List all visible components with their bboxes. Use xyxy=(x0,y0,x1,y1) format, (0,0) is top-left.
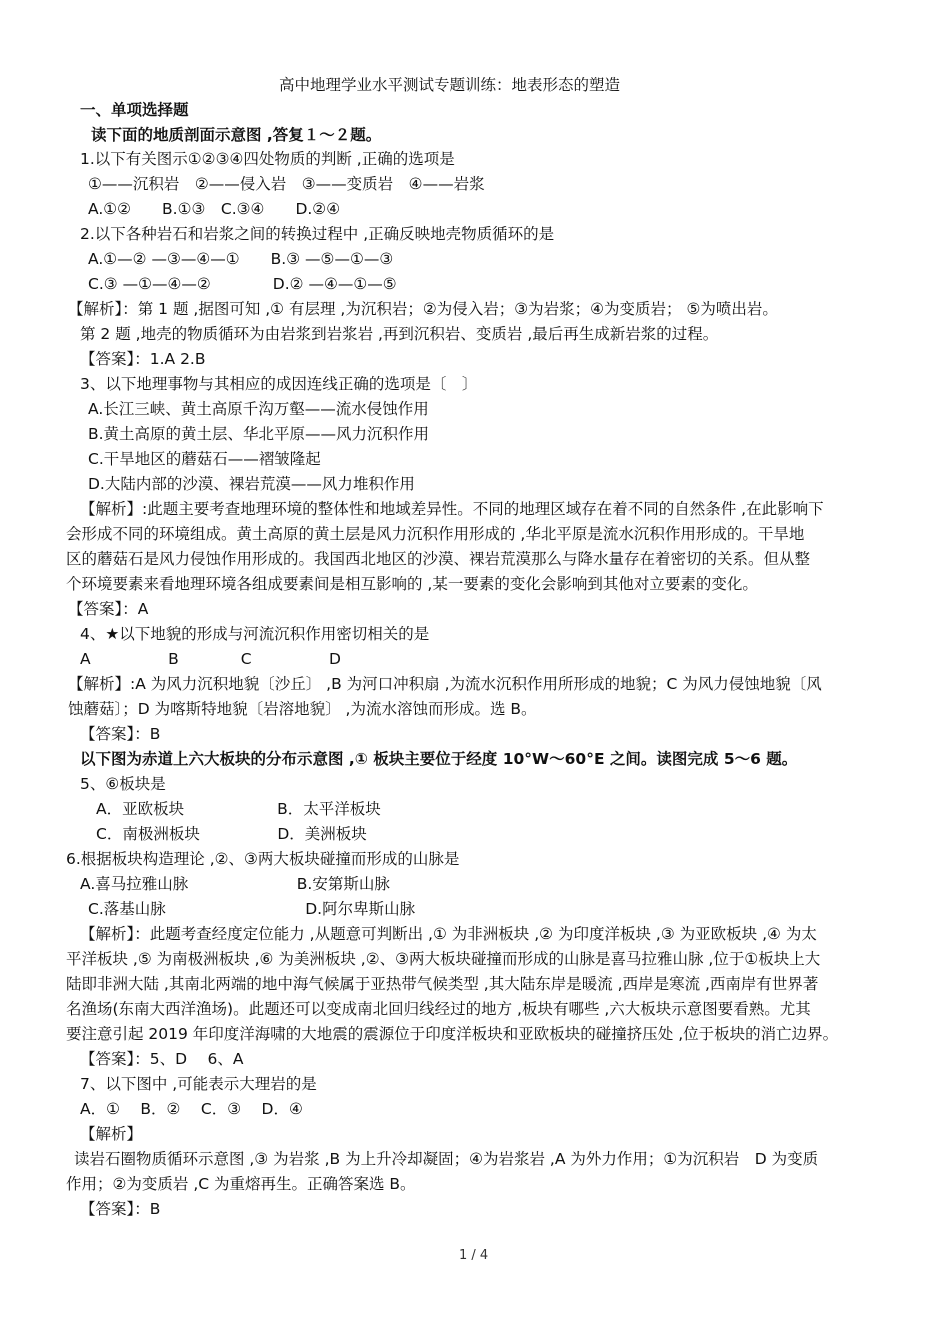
answer-options: A.①—② —③—④—① B.③ —⑤—①—③ xyxy=(88,250,394,268)
explanation-text: 个环境要素来看地理环境各组成要素间是相互影响的 ,某一要素的变化会影响到其他对立要素的变化。 xyxy=(66,575,758,593)
answer-text: 【答案】：1.A 2.B xyxy=(80,350,206,368)
question-text: 3、以下地理事物与其相应的成因连线正确的选项是〔 〕 xyxy=(80,375,478,393)
reading-prompt: 以下图为赤道上六大板块的分布示意图 ,① 板块主要位于经度 10°W～60°E 之间。读图完成 5～6 题。 xyxy=(80,750,798,768)
explanation-text: 区的蘑菇石是风力侵蚀作用形成的。我国西北地区的沙漠、裸岩荒漠那么与降水量存在着密切的关系。但从整 xyxy=(66,550,811,568)
answer-text: 【答案】：B xyxy=(80,725,161,743)
explanation-text: 作用；②为变质岩 ,C 为重熔再生。正确答案选 B。 xyxy=(66,1175,416,1193)
answer-options: A．① B．② C．③ D．④ xyxy=(80,1100,303,1118)
section-heading: 一、单项选择题 xyxy=(80,101,189,119)
explanation-text: 会形成不同的环境组成。黄土高原的黄土层是风力沉积作用形成的 ,华北平原是流水沉积作用形成的。干旱地 xyxy=(66,525,805,543)
page-number: 1 / 4 xyxy=(459,1248,489,1263)
answer-text: 【答案】：5、D 6、A xyxy=(80,1050,244,1068)
answer-option: C.干旱地区的蘑菇石——褶皱隆起 xyxy=(88,450,321,468)
reading-prompt: 读下面的地质剖面示意图 ,答复１～２题。 xyxy=(91,126,382,144)
answer-options: A.①② B.①③ C.③④ D.②④ xyxy=(88,200,341,218)
explanation-text: 读岩石圈物质循环示意图 ,③ 为岩浆 ,B 为上升冷却凝固；④为岩浆岩 ,A 为外力作用；①为沉积岩 D 为变质 xyxy=(74,1150,819,1168)
explanation-text: 【解析】：此题考查经度定位能力 ,从题意可判断出 ,① 为非洲板块 ,② 为印度洋板块 ,③ 为亚欧板块 ,④ 为太 xyxy=(80,925,817,943)
answer-option: D.大陆内部的沙漠、裸岩荒漠——风力堆积作用 xyxy=(88,475,415,493)
answer-options: A B C D xyxy=(80,650,341,668)
answer-text: 【答案】：A xyxy=(68,600,149,618)
answer-options: C.落基山脉 D.阿尔卑斯山脉 xyxy=(88,900,416,918)
answer-options: A.喜马拉雅山脉 B.安第斯山脉 xyxy=(80,875,390,893)
explanation-text: 【解析】:A 为风力沉积地貌〔沙丘〕 ,B 为河口冲积扇 ,为流水沉积作用所形成的地貌；C 为风力侵蚀地貌〔风 xyxy=(68,675,822,693)
question-text: 7、以下图中 ,可能表示大理岩的是 xyxy=(80,1075,317,1093)
explanation-text: 第 2 题 ,地壳的物质循环为由岩浆到岩浆岩 ,再到沉积岩、变质岩 ,最后再生成新岩浆的过程。 xyxy=(80,325,719,343)
explanation-text: 要注意引起 2019 年印度洋海啸的大地震的震源位于印度洋板块和亚欧板块的碰撞挤压处 ,位于板块的消亡边界。 xyxy=(66,1025,839,1043)
answer-options: C．南极洲板块 D．美洲板块 xyxy=(96,825,367,843)
explanation-text: 平洋板块 ,⑤ 为南极洲板块 ,⑥ 为美洲板块 ,②、③两大板块碰撞而形成的山脉是喜马拉雅山脉 ,位于①板块上大 xyxy=(66,950,821,968)
question-text: 5、⑥板块是 xyxy=(80,775,166,793)
answer-option: A.长江三峡、黄土高原千沟万壑——流水侵蚀作用 xyxy=(88,400,429,418)
explanation-text: 【解析】:此题主要考查地理环境的整体性和地域差异性。不同的地理区域存在着不同的自然条件 ,在此影响下 xyxy=(80,500,824,518)
answer-options: C.③ —①—④—② D.② —④—①—⑤ xyxy=(88,275,397,293)
answer-options: A．亚欧板块 B．太平洋板块 xyxy=(96,800,381,818)
page-title: 高中地理学业水平测试专题训练：地表形态的塑造 xyxy=(279,76,621,94)
question-text: 6.根据板块构造理论 ,②、③两大板块碰撞而形成的山脉是 xyxy=(66,850,460,868)
explanation-text: 蚀蘑菇〕；D 为喀斯特地貌〔岩溶地貌〕 ,为流水溶蚀而形成。选 B。 xyxy=(68,700,537,718)
explanation-text: 【解析】：第 1 题 ,据图可知 ,① 有层理 ,为沉积岩；②为侵入岩；③为岩浆；④为变质岩； ⑤为喷出岩。 xyxy=(68,300,778,318)
question-text: 2.以下各种岩石和岩浆之间的转换过程中 ,正确反映地壳物质循环的是 xyxy=(80,225,555,243)
question-text: 1.以下有关图示①②③④四处物质的判断 ,正确的选项是 xyxy=(80,150,455,168)
question-text: 4、★以下地貌的形成与河流沉积作用密切相关的是 xyxy=(80,625,430,643)
explanation-text: 名渔场(东南大西洋渔场)。此题还可以变成南北回归线经过的地方 ,板块有哪些 ,六大板块示意图要看熟。尤其 xyxy=(66,1000,811,1018)
explanation-heading: 【解析】 xyxy=(80,1125,143,1143)
question-statements: ①——沉积岩 ②——侵入岩 ③——变质岩 ④——岩浆 xyxy=(88,175,485,193)
answer-option: B.黄土高原的黄土层、华北平原——风力沉积作用 xyxy=(88,425,430,443)
explanation-text: 陆即非洲大陆 ,其南北两端的地中海气候属于亚热带气候类型 ,其大陆东岸是暖流 ,西岸是寒流 ,西南岸有世界著 xyxy=(66,975,819,993)
answer-text: 【答案】：B xyxy=(80,1200,161,1218)
